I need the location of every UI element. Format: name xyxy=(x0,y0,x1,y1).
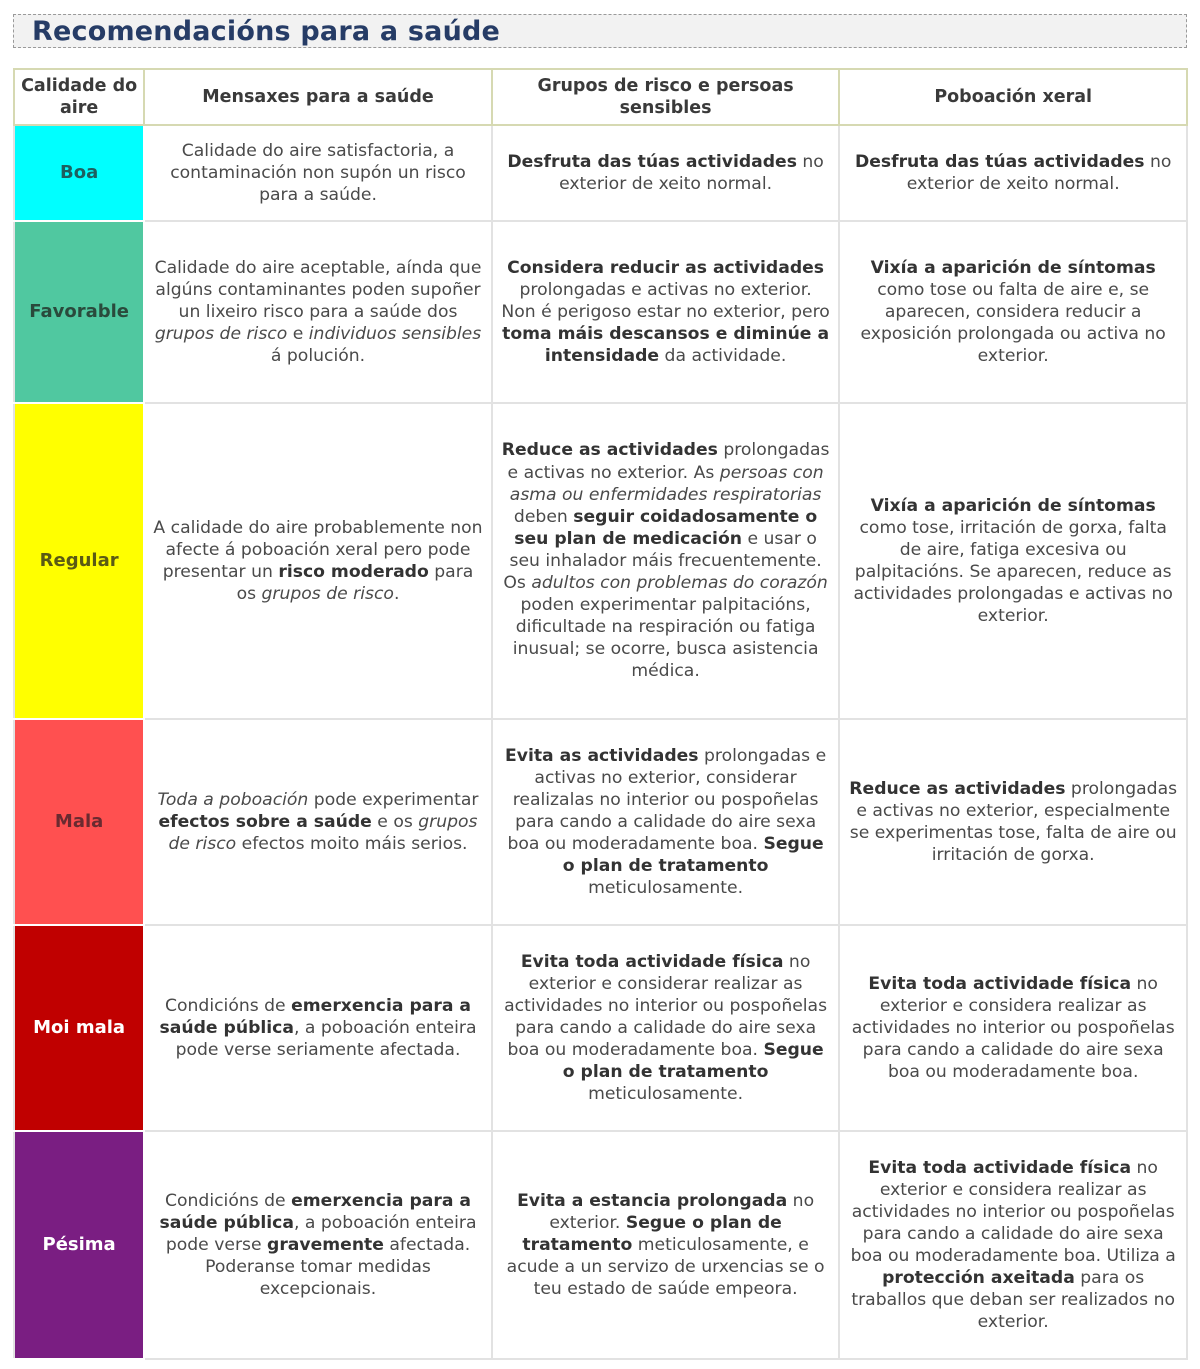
general-population-cell: Evita toda actividade física no exterior e considera realizar as actividades no interior ou pospoñelas para cando a calidade do aire sexa boa ou moderadamente boa. xyxy=(839,925,1187,1131)
health-message-cell: Calidade do aire aceptable, aínda que algúns contaminantes poden supoñer un lixeiro risco para a saúde dos grupos de risco e individuos sensibles á polución. xyxy=(144,221,492,403)
table-header-row xyxy=(14,69,1187,125)
general-population-cell: Desfruta das túas actividades no exterior de xeito normal. xyxy=(839,125,1187,221)
general-population-cell: Evita toda actividade física no exterior e considera realizar as actividades no interior ou pospoñelas para cando a calidade do aire sexa boa ou moderadamente boa. Utiliza a protección axeitada para os traballos que deban ser realizados no exterior. xyxy=(839,1131,1187,1359)
risk-groups-cell: Evita toda actividade física no exterior e considerar realizar as actividades no interior ou pospoñelas para cando a calidade do aire sexa boa ou moderadamente boa. Segue o plan de tratamento meticulosamente. xyxy=(492,925,840,1131)
level-cell: Mala xyxy=(14,719,144,925)
level-cell: Regular xyxy=(14,403,144,719)
level-cell: Boa xyxy=(14,125,144,221)
health-message-cell: Condicións de emerxencia para a saúde pública, a poboación enteira pode verse gravemente afectada. Poderanse tomar medidas excepcionais. xyxy=(144,1131,492,1359)
risk-groups-cell: Desfruta das túas actividades no exterior de xeito normal. xyxy=(492,125,840,221)
header-health-messages: Mensaxes para a saúde xyxy=(144,69,492,125)
header-risk-groups: Grupos de risco e persoas sensibles xyxy=(492,69,840,125)
risk-groups-cell: Evita as actividades prolongadas e activas no exterior, considerar realizalas no interior ou pospoñelas para cando a calidade do aire sexa boa ou moderadamente boa. Segue o plan de tratamento meticulosamente. xyxy=(492,719,840,925)
health-message-cell: Calidade do aire satisfactoria, a contaminación non supón un risco para a saúde. xyxy=(144,125,492,221)
risk-groups-cell: Considera reducir as actividades prolongadas e activas no exterior. Non é perigoso estar no exterior, pero toma máis descansos e diminúe a intensidade da actividade. xyxy=(492,221,840,403)
health-recommendations-table xyxy=(13,68,1188,1360)
table-row-regular xyxy=(14,403,1187,719)
table-row-pesima xyxy=(14,1131,1187,1359)
page-title: Recomendacións para a saúde xyxy=(32,16,501,47)
risk-groups-cell: Reduce as actividades prolongadas e activas no exterior. As persoas con asma ou enfermidades respiratorias deben seguir coidadosamente o seu plan de medicación e usar o seu inhalador máis frecuentemente. Os adultos con problemas do corazón poden experimentar palpitacións, dificultade na respiración ou fatiga inusual; se ocorre, busca asistencia médica. xyxy=(492,403,840,719)
general-population-cell: Reduce as actividades prolongadas e activas no exterior, especialmente se experimentas tose, falta de aire ou irritación de gorxa. xyxy=(839,719,1187,925)
health-message-cell: Condicións de emerxencia para a saúde pública, a poboación enteira pode verse seriamente afectada. xyxy=(144,925,492,1131)
risk-groups-cell: Evita a estancia prolongada no exterior. Segue o plan de tratamento meticulosamente, e acude a un servizo de urxencias se o teu estado de saúde empeora. xyxy=(492,1131,840,1359)
header-general-population: Poboación xeral xyxy=(839,69,1187,125)
page-title-box xyxy=(13,14,1187,48)
health-message-cell: A calidade do aire probablemente non afecte á poboación xeral pero pode presentar un risco moderado para os grupos de risco. xyxy=(144,403,492,719)
general-population-cell: Vixía a aparición de síntomas como tose ou falta de aire e, se aparecen, considera reducir a exposición prolongada ou activa no exterior. xyxy=(839,221,1187,403)
table-row-boa xyxy=(14,125,1187,221)
level-cell: Moi mala xyxy=(14,925,144,1131)
level-cell: Favorable xyxy=(14,221,144,403)
table-row-moi-mala xyxy=(14,925,1187,1131)
header-air-quality: Calidade do aire xyxy=(14,69,144,125)
general-population-cell: Vixía a aparición de síntomas como tose, irritación de gorxa, falta de aire, fatiga excesiva ou palpitacións. Se aparecen, reduce as actividades prolongadas e activas no exterior. xyxy=(839,403,1187,719)
level-cell: Pésima xyxy=(14,1131,144,1359)
table-row-favorable xyxy=(14,221,1187,403)
health-message-cell: Toda a poboación pode experimentar efectos sobre a saúde e os grupos de risco efectos moito máis serios. xyxy=(144,719,492,925)
table-row-mala xyxy=(14,719,1187,925)
